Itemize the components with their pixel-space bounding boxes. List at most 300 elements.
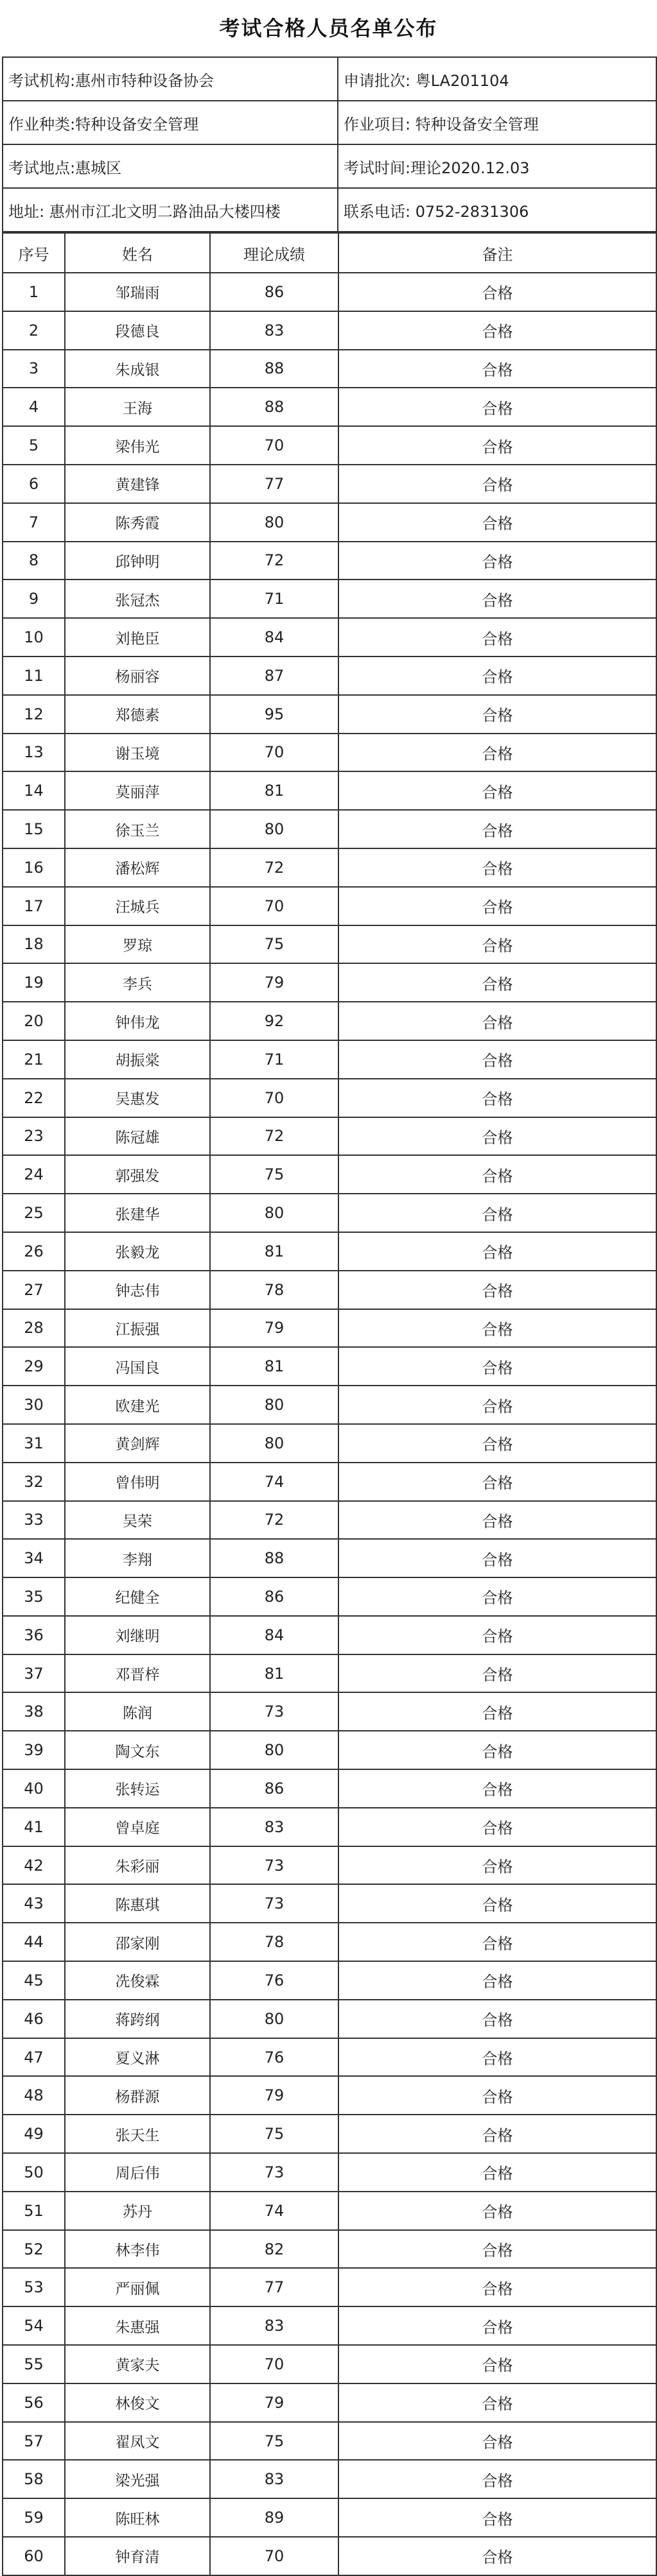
work-category-cell [3, 101, 338, 144]
column-header-index: 序号 [3, 233, 65, 273]
person-name-cell: 汪城兵 [65, 887, 210, 925]
table-row [3, 1424, 656, 1463]
table-row [3, 887, 656, 925]
remark-cell: 合格 [338, 887, 656, 925]
person-name-cell: 邵家刚 [65, 1923, 210, 1961]
remark-cell: 合格 [338, 503, 656, 542]
table-row [3, 1884, 656, 1923]
row-index-cell: 31 [3, 1424, 65, 1463]
theory-score-cell: 81 [210, 1232, 338, 1271]
person-name-cell: 江振强 [65, 1309, 210, 1348]
row-index-cell: 32 [3, 1463, 65, 1501]
remark-cell: 合格 [338, 1424, 656, 1463]
theory-score-cell: 75 [210, 925, 338, 964]
table-row [3, 1961, 656, 2000]
table-row [3, 618, 656, 657]
approval-batch-cell [338, 57, 656, 101]
remark-cell: 合格 [338, 618, 656, 657]
remark-cell: 合格 [338, 273, 656, 311]
theory-score-cell: 71 [210, 580, 338, 618]
remark-cell: 合格 [338, 1232, 656, 1271]
remark-cell: 合格 [338, 1884, 656, 1923]
remark-cell: 合格 [338, 657, 656, 695]
theory-score-cell: 80 [210, 1194, 338, 1232]
row-index-cell: 37 [3, 1654, 65, 1693]
roster-table [2, 232, 657, 2576]
person-name-cell: 郑德素 [65, 695, 210, 734]
person-name-cell: 周后伟 [65, 2153, 210, 2192]
exam-place-label: 考试地点: [8, 159, 76, 177]
exam-org-cell [3, 57, 338, 101]
theory-score-cell: 80 [210, 1386, 338, 1424]
person-name-cell: 王海 [65, 388, 210, 426]
row-index-cell: 28 [3, 1309, 65, 1348]
row-index-cell: 17 [3, 887, 65, 925]
table-row [3, 1769, 656, 1808]
theory-score-cell: 80 [210, 2000, 338, 2038]
person-name-cell: 陈惠琪 [65, 1884, 210, 1923]
exam-org-label: 考试机构: [8, 71, 76, 90]
person-name-cell: 杨群源 [65, 2076, 210, 2115]
remark-cell: 合格 [338, 1846, 656, 1885]
person-name-cell: 谢玉境 [65, 734, 210, 772]
table-row [3, 1501, 656, 1540]
row-index-cell: 12 [3, 695, 65, 734]
table-row [3, 2000, 656, 2038]
row-index-cell: 30 [3, 1386, 65, 1424]
table-row [3, 2192, 656, 2230]
person-name-cell: 张天生 [65, 2115, 210, 2153]
info-row [3, 144, 656, 188]
theory-score-cell: 95 [210, 695, 338, 734]
table-row [3, 311, 656, 350]
row-index-cell: 59 [3, 2498, 65, 2537]
table-row [3, 1923, 656, 1961]
info-row [3, 57, 656, 101]
remark-cell: 合格 [338, 1386, 656, 1424]
info-row [3, 188, 656, 232]
remark-cell: 合格 [338, 2230, 656, 2269]
theory-score-cell: 79 [210, 963, 338, 1002]
theory-score-cell: 71 [210, 1040, 338, 1079]
person-name-cell: 刘继明 [65, 1616, 210, 1654]
exam-place-value: 惠城区 [75, 159, 122, 177]
theory-score-cell: 89 [210, 2498, 338, 2537]
row-index-cell: 45 [3, 1961, 65, 2000]
theory-score-cell: 81 [210, 1654, 338, 1693]
row-index-cell: 26 [3, 1232, 65, 1271]
person-name-cell: 严丽佩 [65, 2268, 210, 2306]
theory-score-cell: 77 [210, 465, 338, 503]
row-index-cell: 20 [3, 1002, 65, 1040]
theory-score-cell: 79 [210, 2076, 338, 2115]
remark-cell: 合格 [338, 2076, 656, 2115]
person-name-cell: 吴荣 [65, 1501, 210, 1540]
row-index-cell: 49 [3, 2115, 65, 2153]
theory-score-cell: 84 [210, 618, 338, 657]
table-row [3, 1539, 656, 1577]
theory-score-cell: 70 [210, 734, 338, 772]
theory-score-cell: 75 [210, 2115, 338, 2153]
work-item-cell [338, 101, 656, 144]
remark-cell: 合格 [338, 2153, 656, 2192]
theory-score-cell: 83 [210, 1808, 338, 1846]
table-row [3, 848, 656, 887]
row-index-cell: 29 [3, 1347, 65, 1386]
remark-cell: 合格 [338, 465, 656, 503]
remark-cell: 合格 [338, 1501, 656, 1540]
work-category-value: 特种设备安全管理 [75, 115, 199, 133]
exam-time-label: 考试时间: [344, 159, 411, 177]
person-name-cell: 吴惠发 [65, 1079, 210, 1117]
row-index-cell: 34 [3, 1539, 65, 1577]
table-row [3, 1808, 656, 1846]
person-name-cell: 朱彩丽 [65, 1846, 210, 1885]
row-index-cell: 40 [3, 1769, 65, 1808]
work-item-value: 特种设备安全管理 [415, 115, 539, 133]
theory-score-cell: 78 [210, 1271, 338, 1309]
theory-score-cell: 70 [210, 1079, 338, 1117]
table-row [3, 1654, 656, 1693]
row-index-cell: 33 [3, 1501, 65, 1540]
row-index-cell: 22 [3, 1079, 65, 1117]
theory-score-cell: 86 [210, 273, 338, 311]
table-row [3, 963, 656, 1002]
person-name-cell: 钟志伟 [65, 1271, 210, 1309]
column-header-remark: 备注 [338, 233, 656, 273]
person-name-cell: 梁伟光 [65, 426, 210, 465]
row-index-cell: 60 [3, 2537, 65, 2575]
row-index-cell: 35 [3, 1577, 65, 1616]
work-category-label: 作业种类: [8, 115, 76, 133]
table-row [3, 1079, 656, 1117]
remark-cell: 合格 [338, 1539, 656, 1577]
remark-cell: 合格 [338, 1155, 656, 1194]
theory-score-cell: 83 [210, 311, 338, 350]
table-row [3, 2422, 656, 2460]
person-name-cell: 冯国良 [65, 1347, 210, 1386]
column-header-score: 理论成绩 [210, 233, 338, 273]
remark-cell: 合格 [338, 695, 656, 734]
row-index-cell: 9 [3, 580, 65, 618]
remark-cell: 合格 [338, 580, 656, 618]
person-name-cell: 胡振棠 [65, 1040, 210, 1079]
table-row [3, 1731, 656, 1769]
remark-cell: 合格 [338, 1117, 656, 1156]
table-row [3, 657, 656, 695]
person-name-cell: 张冠杰 [65, 580, 210, 618]
row-index-cell: 16 [3, 848, 65, 887]
row-index-cell: 13 [3, 734, 65, 772]
person-name-cell: 陈旺林 [65, 2498, 210, 2537]
row-index-cell: 56 [3, 2383, 65, 2422]
person-name-cell: 罗琼 [65, 925, 210, 964]
table-row [3, 2115, 656, 2153]
table-row [3, 810, 656, 848]
person-name-cell: 翟凤文 [65, 2422, 210, 2460]
remark-cell: 合格 [338, 2383, 656, 2422]
theory-score-cell: 73 [210, 1692, 338, 1731]
table-row [3, 1155, 656, 1194]
person-name-cell: 黄家夫 [65, 2345, 210, 2383]
person-name-cell: 潘松辉 [65, 848, 210, 887]
remark-cell: 合格 [338, 2038, 656, 2077]
theory-score-cell: 72 [210, 542, 338, 580]
table-row [3, 2268, 656, 2306]
remark-cell: 合格 [338, 388, 656, 426]
table-row [3, 580, 656, 618]
table-row [3, 1040, 656, 1079]
theory-score-cell: 76 [210, 2038, 338, 2077]
row-index-cell: 6 [3, 465, 65, 503]
table-row [3, 388, 656, 426]
remark-cell: 合格 [338, 1577, 656, 1616]
theory-score-cell: 87 [210, 657, 338, 695]
theory-score-cell: 75 [210, 1155, 338, 1194]
table-row [3, 2498, 656, 2537]
theory-score-cell: 86 [210, 1769, 338, 1808]
remark-cell: 合格 [338, 426, 656, 465]
remark-cell: 合格 [338, 311, 656, 350]
row-index-cell: 53 [3, 2268, 65, 2306]
table-row [3, 2153, 656, 2192]
remark-cell: 合格 [338, 963, 656, 1002]
phone-label: 联系电话: [344, 202, 411, 221]
theory-score-cell: 84 [210, 1616, 338, 1654]
person-name-cell: 黄剑辉 [65, 1424, 210, 1463]
person-name-cell: 张毅龙 [65, 1232, 210, 1271]
theory-score-cell: 70 [210, 2537, 338, 2575]
table-row [3, 273, 656, 311]
column-header-name: 姓名 [65, 233, 210, 273]
person-name-cell: 刘艳臣 [65, 618, 210, 657]
address-label: 地址: [8, 202, 45, 221]
row-index-cell: 11 [3, 657, 65, 695]
person-name-cell: 莫丽萍 [65, 771, 210, 810]
person-name-cell: 李翔 [65, 1539, 210, 1577]
row-index-cell: 38 [3, 1692, 65, 1731]
row-index-cell: 25 [3, 1194, 65, 1232]
remark-cell: 合格 [338, 1463, 656, 1501]
table-row [3, 2460, 656, 2498]
theory-score-cell: 70 [210, 887, 338, 925]
person-name-cell: 徐玉兰 [65, 810, 210, 848]
person-name-cell: 段德良 [65, 311, 210, 350]
row-index-cell: 2 [3, 311, 65, 350]
table-row [3, 1271, 656, 1309]
remark-cell: 合格 [338, 1616, 656, 1654]
row-index-cell: 15 [3, 810, 65, 848]
person-name-cell: 邓晋梓 [65, 1654, 210, 1693]
address-value: 惠州市江北文明二路油品大楼四楼 [49, 202, 281, 221]
theory-score-cell: 92 [210, 1002, 338, 1040]
person-name-cell: 李兵 [65, 963, 210, 1002]
table-row [3, 465, 656, 503]
theory-score-cell: 80 [210, 810, 338, 848]
remark-cell: 合格 [338, 848, 656, 887]
roster-header-row [3, 233, 656, 273]
theory-score-cell: 74 [210, 2192, 338, 2230]
person-name-cell: 曾伟明 [65, 1463, 210, 1501]
row-index-cell: 4 [3, 388, 65, 426]
person-name-cell: 苏丹 [65, 2192, 210, 2230]
table-row [3, 2076, 656, 2115]
person-name-cell: 蒋跨纲 [65, 2000, 210, 2038]
table-row [3, 2345, 656, 2383]
theory-score-cell: 72 [210, 1117, 338, 1156]
table-row [3, 1577, 656, 1616]
person-name-cell: 冼俊霖 [65, 1961, 210, 2000]
theory-score-cell: 83 [210, 2460, 338, 2498]
table-row [3, 2537, 656, 2575]
theory-score-cell: 75 [210, 2422, 338, 2460]
remark-cell: 合格 [338, 1808, 656, 1846]
approval-batch-value: 粤LA201104 [415, 71, 509, 90]
page-title: 考试合格人员名单公布 [219, 16, 438, 40]
table-row [3, 1616, 656, 1654]
table-row [3, 542, 656, 580]
remark-cell: 合格 [338, 1923, 656, 1961]
row-index-cell: 24 [3, 1155, 65, 1194]
row-index-cell: 5 [3, 426, 65, 465]
row-index-cell: 39 [3, 1731, 65, 1769]
theory-score-cell: 83 [210, 2306, 338, 2345]
person-name-cell: 陈秀霞 [65, 503, 210, 542]
remark-cell: 合格 [338, 2498, 656, 2537]
remark-cell: 合格 [338, 1961, 656, 2000]
theory-score-cell: 73 [210, 2153, 338, 2192]
remark-cell: 合格 [338, 2268, 656, 2306]
remark-cell: 合格 [338, 1002, 656, 1040]
table-row [3, 1846, 656, 1885]
person-name-cell: 朱惠强 [65, 2306, 210, 2345]
row-index-cell: 19 [3, 963, 65, 1002]
row-index-cell: 48 [3, 2076, 65, 2115]
person-name-cell: 林李伟 [65, 2230, 210, 2269]
remark-cell: 合格 [338, 1692, 656, 1731]
person-name-cell: 陶文东 [65, 1731, 210, 1769]
table-row [3, 2230, 656, 2269]
theory-score-cell: 79 [210, 1309, 338, 1348]
row-index-cell: 21 [3, 1040, 65, 1079]
theory-score-cell: 73 [210, 1884, 338, 1923]
remark-cell: 合格 [338, 2422, 656, 2460]
row-index-cell: 14 [3, 771, 65, 810]
row-index-cell: 1 [3, 273, 65, 311]
row-index-cell: 3 [3, 350, 65, 388]
theory-score-cell: 80 [210, 1731, 338, 1769]
person-name-cell: 钟伟龙 [65, 1002, 210, 1040]
remark-cell: 合格 [338, 2192, 656, 2230]
theory-score-cell: 88 [210, 388, 338, 426]
remark-cell: 合格 [338, 2345, 656, 2383]
theory-score-cell: 74 [210, 1463, 338, 1501]
person-name-cell: 林俊文 [65, 2383, 210, 2422]
remark-cell: 合格 [338, 2115, 656, 2153]
exam-info-table [2, 56, 657, 232]
person-name-cell: 钟育清 [65, 2537, 210, 2575]
table-row [3, 1194, 656, 1232]
remark-cell: 合格 [338, 1731, 656, 1769]
roster-body [3, 273, 656, 2575]
row-index-cell: 10 [3, 618, 65, 657]
remark-cell: 合格 [338, 350, 656, 388]
row-index-cell: 7 [3, 503, 65, 542]
approval-batch-label: 申请批次: [344, 71, 411, 90]
row-index-cell: 43 [3, 1884, 65, 1923]
table-row [3, 1232, 656, 1271]
remark-cell: 合格 [338, 1194, 656, 1232]
table-row [3, 350, 656, 388]
row-index-cell: 54 [3, 2306, 65, 2345]
table-row [3, 1463, 656, 1501]
theory-score-cell: 70 [210, 426, 338, 465]
theory-score-cell: 78 [210, 1923, 338, 1961]
remark-cell: 合格 [338, 2306, 656, 2345]
table-row [3, 1692, 656, 1731]
table-row [3, 734, 656, 772]
row-index-cell: 41 [3, 1808, 65, 1846]
person-name-cell: 陈润 [65, 1692, 210, 1731]
remark-cell: 合格 [338, 1309, 656, 1348]
person-name-cell: 朱成银 [65, 350, 210, 388]
phone-cell [338, 188, 656, 232]
remark-cell: 合格 [338, 1347, 656, 1386]
remark-cell: 合格 [338, 734, 656, 772]
row-index-cell: 47 [3, 2038, 65, 2077]
person-name-cell: 欧建光 [65, 1386, 210, 1424]
row-index-cell: 52 [3, 2230, 65, 2269]
row-index-cell: 23 [3, 1117, 65, 1156]
table-row [3, 1002, 656, 1040]
table-row [3, 1347, 656, 1386]
remark-cell: 合格 [338, 2000, 656, 2038]
row-index-cell: 51 [3, 2192, 65, 2230]
remark-cell: 合格 [338, 925, 656, 964]
row-index-cell: 46 [3, 2000, 65, 2038]
theory-score-cell: 76 [210, 1961, 338, 2000]
row-index-cell: 50 [3, 2153, 65, 2192]
row-index-cell: 8 [3, 542, 65, 580]
person-name-cell: 纪健全 [65, 1577, 210, 1616]
theory-score-cell: 80 [210, 1424, 338, 1463]
exam-time-value: 理论2020.12.03 [410, 159, 530, 177]
remark-cell: 合格 [338, 1769, 656, 1808]
theory-score-cell: 70 [210, 2345, 338, 2383]
remark-cell: 合格 [338, 2460, 656, 2498]
person-name-cell: 邱钟明 [65, 542, 210, 580]
theory-score-cell: 72 [210, 1501, 338, 1540]
table-row [3, 1117, 656, 1156]
table-row [3, 1386, 656, 1424]
address-cell [3, 188, 338, 232]
table-row [3, 2383, 656, 2422]
person-name-cell: 郭强发 [65, 1155, 210, 1194]
table-row [3, 426, 656, 465]
row-index-cell: 42 [3, 1846, 65, 1885]
theory-score-cell: 82 [210, 2230, 338, 2269]
row-index-cell: 55 [3, 2345, 65, 2383]
person-name-cell: 陈冠雄 [65, 1117, 210, 1156]
info-row [3, 101, 656, 144]
table-row [3, 2038, 656, 2077]
table-row [3, 503, 656, 542]
theory-score-cell: 77 [210, 2268, 338, 2306]
person-name-cell: 曾卓庭 [65, 1808, 210, 1846]
row-index-cell: 44 [3, 1923, 65, 1961]
theory-score-cell: 80 [210, 503, 338, 542]
row-index-cell: 18 [3, 925, 65, 964]
